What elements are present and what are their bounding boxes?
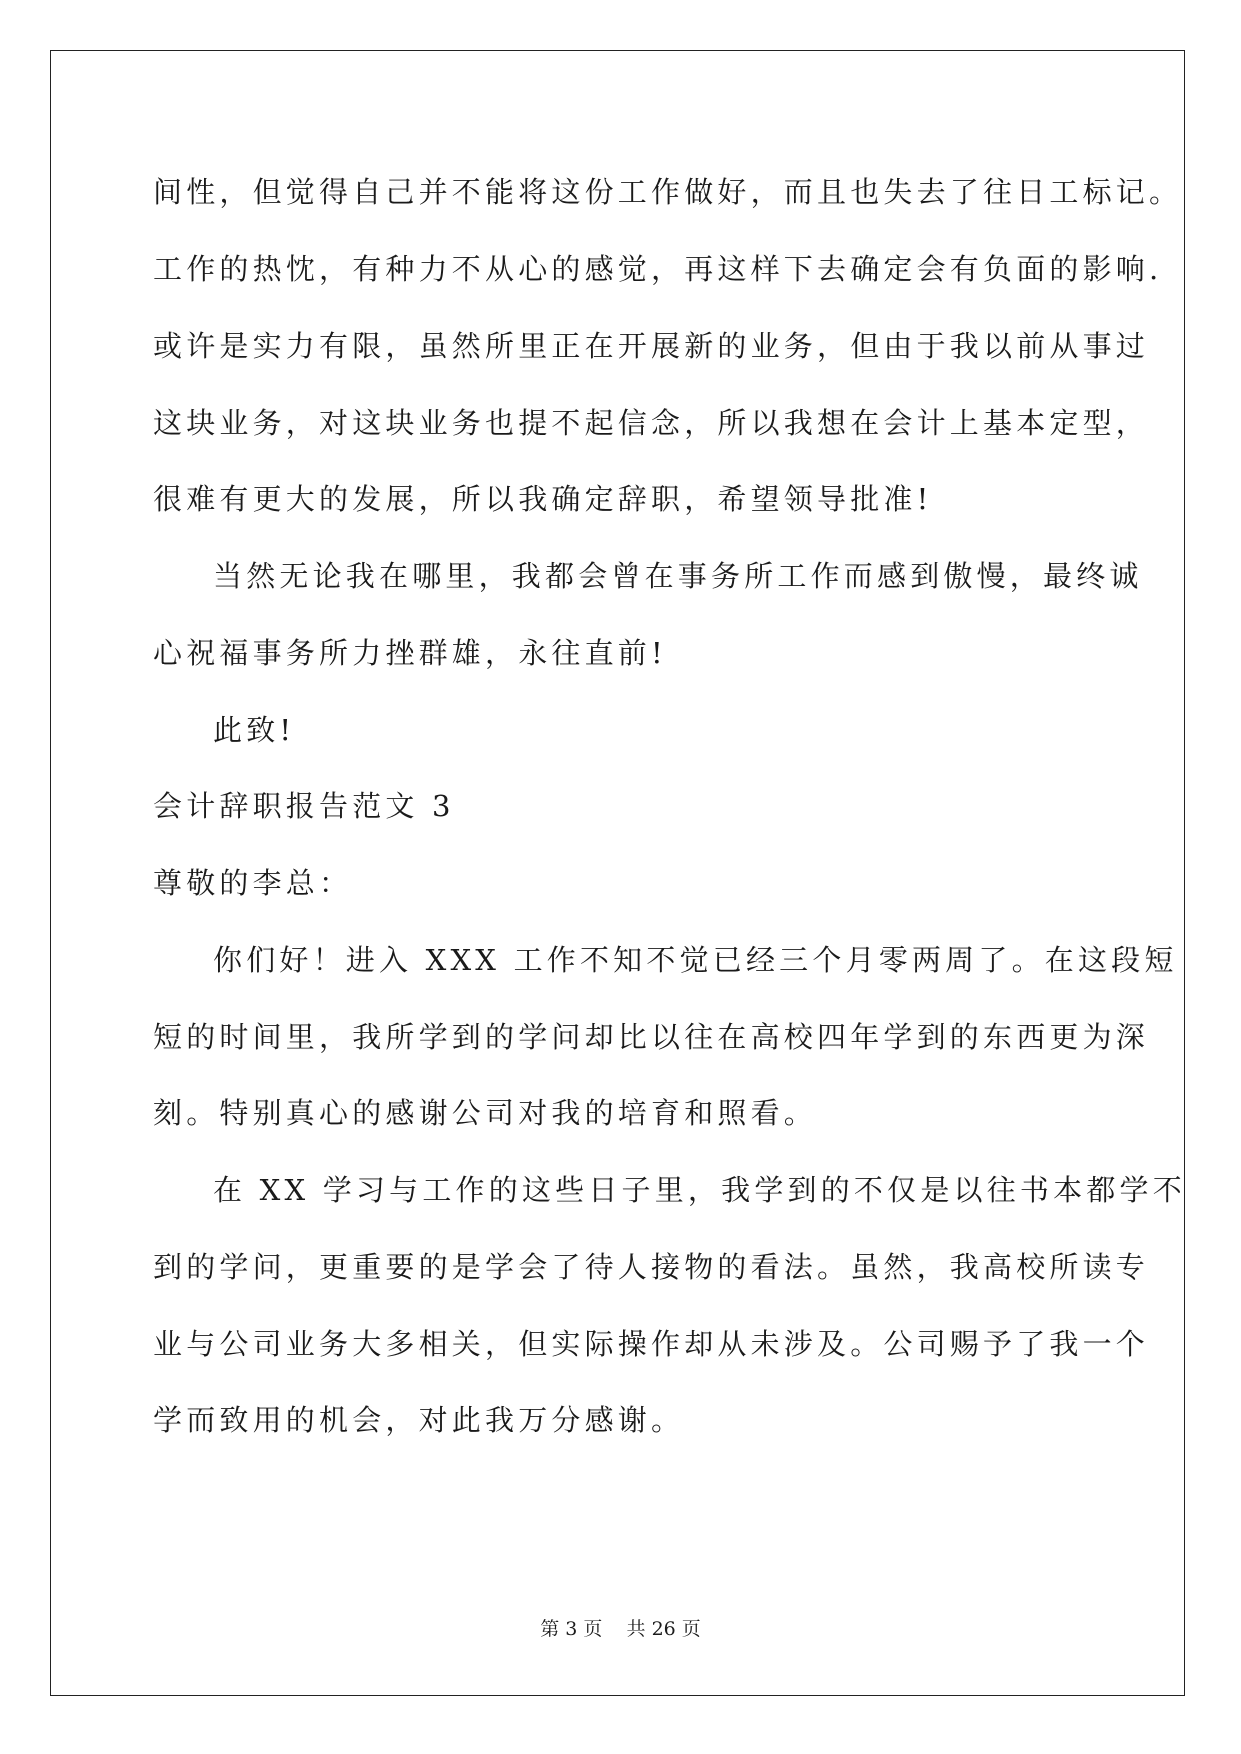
body-text-line: 当然无论我在哪里，我都会曾在事务所工作而感到傲慢，最终诚 xyxy=(213,559,1143,593)
body-text-line: 间性，但觉得自己并不能将这份工作做好，而且也失去了往日工标记。 xyxy=(153,175,1183,209)
page-number: 第 3 页 xyxy=(540,1618,603,1640)
section-title: 会计辞职报告范文 3 xyxy=(153,789,455,823)
page-total: 共 26 页 xyxy=(626,1618,701,1640)
body-text-line: 很难有更大的发展，所以我确定辞职，希望领导批准! xyxy=(153,482,933,516)
body-text-line: 业与公司业务大多相关，但实际操作却从未涉及。公司赐予了我一个 xyxy=(153,1327,1150,1361)
body-text-line: 在 XX 学习与工作的这些日子里，我学到的不仅是以往书本都学不 xyxy=(213,1173,1186,1207)
page-footer xyxy=(0,1614,1241,1641)
body-text-line: 这块业务，对这块业务也提不起信念，所以我想在会计上基本定型， xyxy=(153,406,1150,440)
body-text-line: 刻。特别真心的感谢公司对我的培育和照看。 xyxy=(153,1096,818,1130)
body-text-line: 或许是实力有限，虽然所里正在开展新的业务，但由于我以前从事过 xyxy=(153,329,1150,363)
body-text-line: 学而致用的机会，对此我万分感谢。 xyxy=(153,1403,685,1437)
body-text-line: 到的学问，更重要的是学会了待人接物的看法。虽然，我高校所读专 xyxy=(153,1250,1150,1284)
greeting: 尊敬的李总： xyxy=(153,866,353,900)
body-text-line: 心祝福事务所力挫群雄，永往直前! xyxy=(153,636,667,670)
body-text-line: 你们好！进入 XXX 工作不知不觉已经三个月零两周了。在这段短 xyxy=(213,943,1178,977)
body-text-line: 短的时间里，我所学到的学问却比以往在高校四年学到的东西更为深 xyxy=(153,1020,1150,1054)
body-text-line: 工作的热忱，有种力不从心的感觉，再这样下去确定会有负面的影响. xyxy=(153,252,1163,286)
closing-salutation: 此致! xyxy=(213,713,296,747)
